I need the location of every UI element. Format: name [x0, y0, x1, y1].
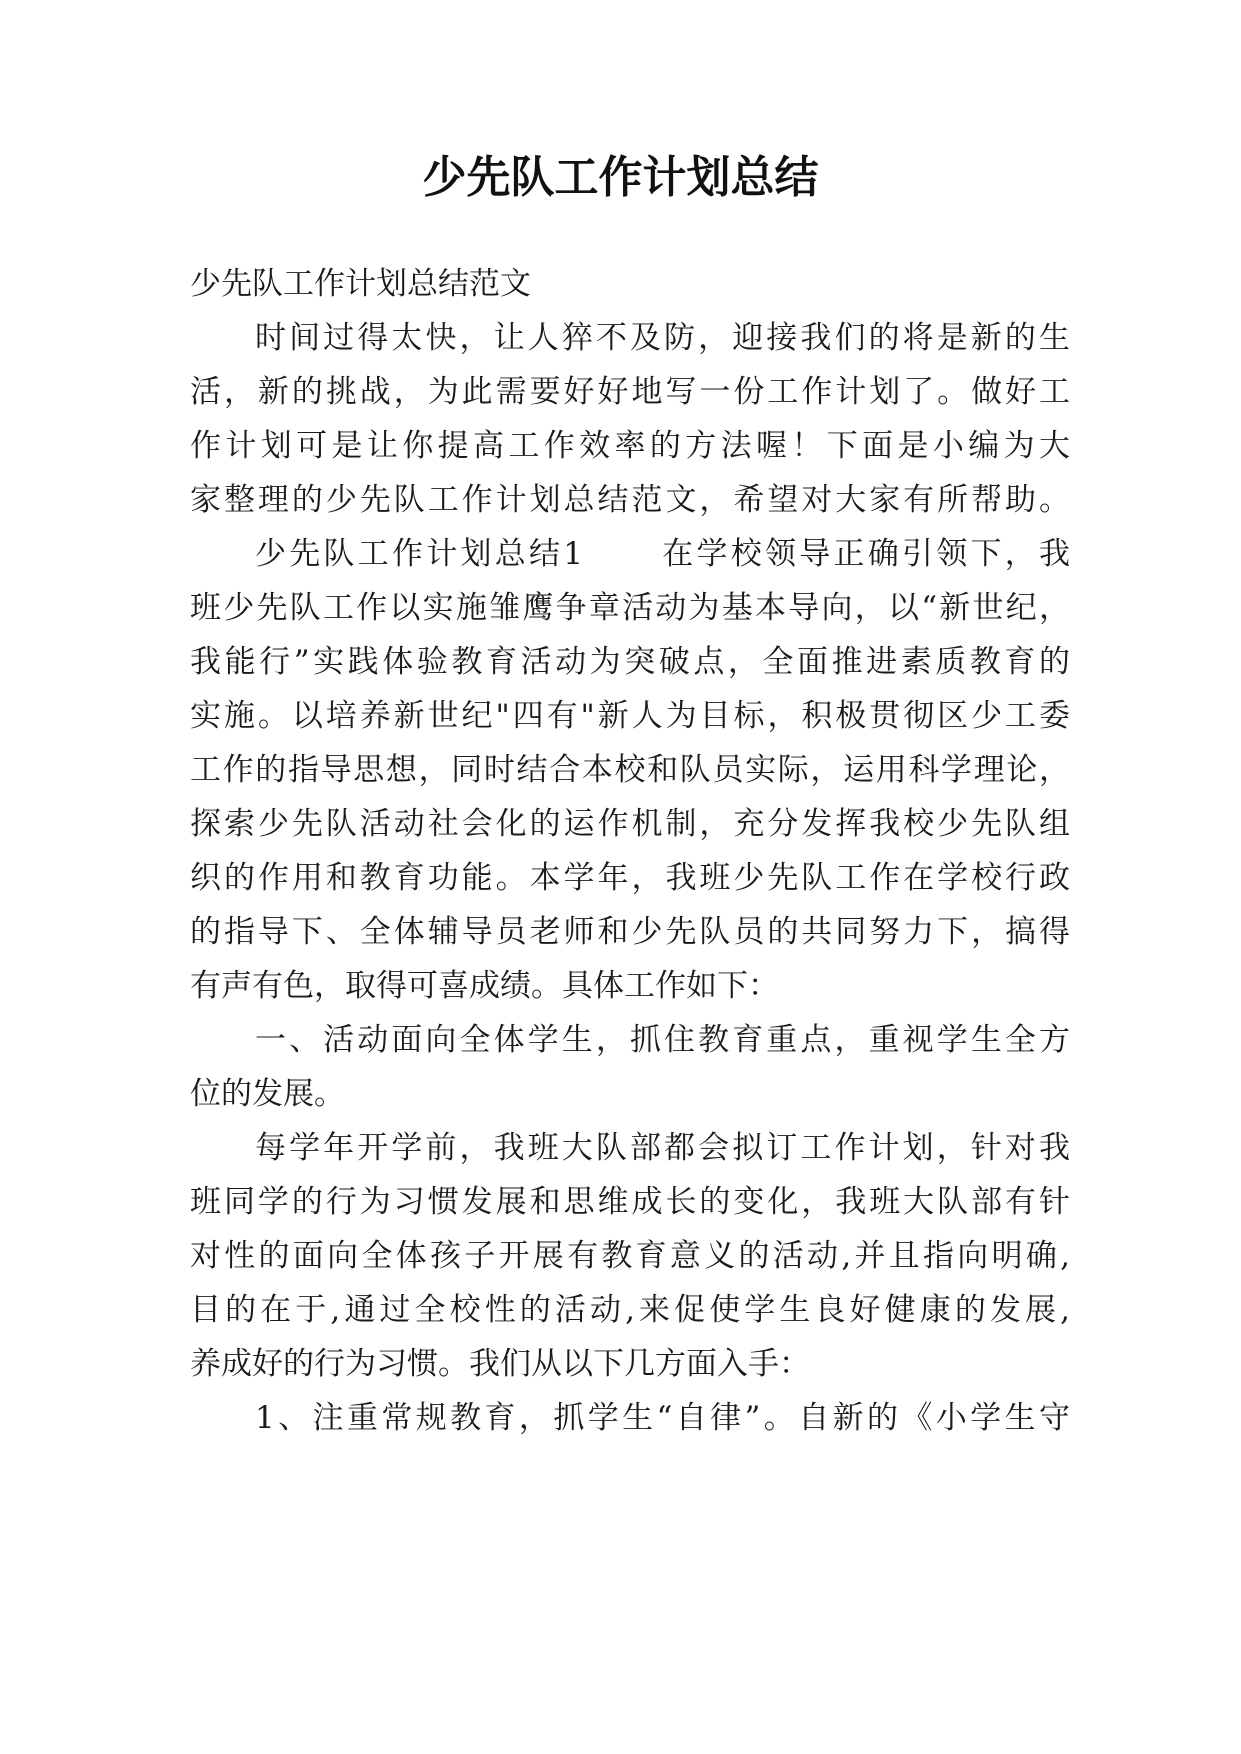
text-line: 1、注重常规教育，抓学生“自律”。自新的《小学生守	[255, 1400, 1070, 1436]
text-line: 养成好的行为习惯。我们从以下几方面入手：	[190, 1346, 810, 1382]
text-line: 每学年开学前，我班大队部都会拟订工作计划，针对我	[255, 1130, 1070, 1166]
section-heading-line	[255, 534, 1070, 574]
text-line: 家整理的少先队工作计划总结范文，希望对大家有所帮助。	[190, 482, 1070, 518]
document-title: 少先队工作计划总结	[422, 152, 819, 203]
subtitle-line: 少先队工作计划总结范文	[190, 266, 531, 302]
text-run: 在学校领导正确引领下，我	[658, 536, 1070, 572]
text-line: 织的作用和教育功能。本学年，我班少先队工作在学校行政	[190, 860, 1070, 896]
text-line: 位的发展。	[190, 1076, 345, 1112]
text-line: 班少先队工作以实施雏鹰争章活动为基本导向，以“新世纪，	[190, 590, 1070, 626]
text-line: 对性的面向全体孩子开展有教育意义的活动,并且指向明确,	[190, 1238, 1070, 1274]
text-line: 班同学的行为习惯发展和思维成长的变化，我班大队部有针	[190, 1184, 1070, 1220]
text-line: 实施。以培养新世纪"四有"新人为目标，积极贯彻区少工委	[190, 698, 1070, 734]
text-line: 的指导下、全体辅导员老师和少先队员的共同努力下，搞得	[190, 914, 1070, 950]
text-line: 有声有色，取得可喜成绩。具体工作如下：	[190, 968, 779, 1004]
text-line: 时间过得太快，让人猝不及防，迎接我们的将是新的生	[255, 320, 1070, 356]
text-line: 活，新的挑战，为此需要好好地写一份工作计划了。做好工	[190, 374, 1070, 410]
text-line: 我能行”实践体验教育活动为突破点，全面推进素质教育的	[190, 644, 1070, 680]
text-line: 作计划可是让你提高工作效率的方法喔！下面是小编为大	[190, 428, 1070, 464]
text-line: 探索少先队活动社会化的运作机制，充分发挥我校少先队组	[190, 806, 1070, 842]
text-line: 目的在于,通过全校性的活动,来促使学生良好健康的发展,	[190, 1292, 1070, 1328]
section-heading: 少先队工作计划总结1	[255, 536, 583, 572]
text-line: 工作的指导思想，同时结合本校和队员实际，运用科学理论，	[190, 752, 1070, 788]
text-line: 一、活动面向全体学生，抓住教育重点，重视学生全方	[255, 1022, 1070, 1058]
